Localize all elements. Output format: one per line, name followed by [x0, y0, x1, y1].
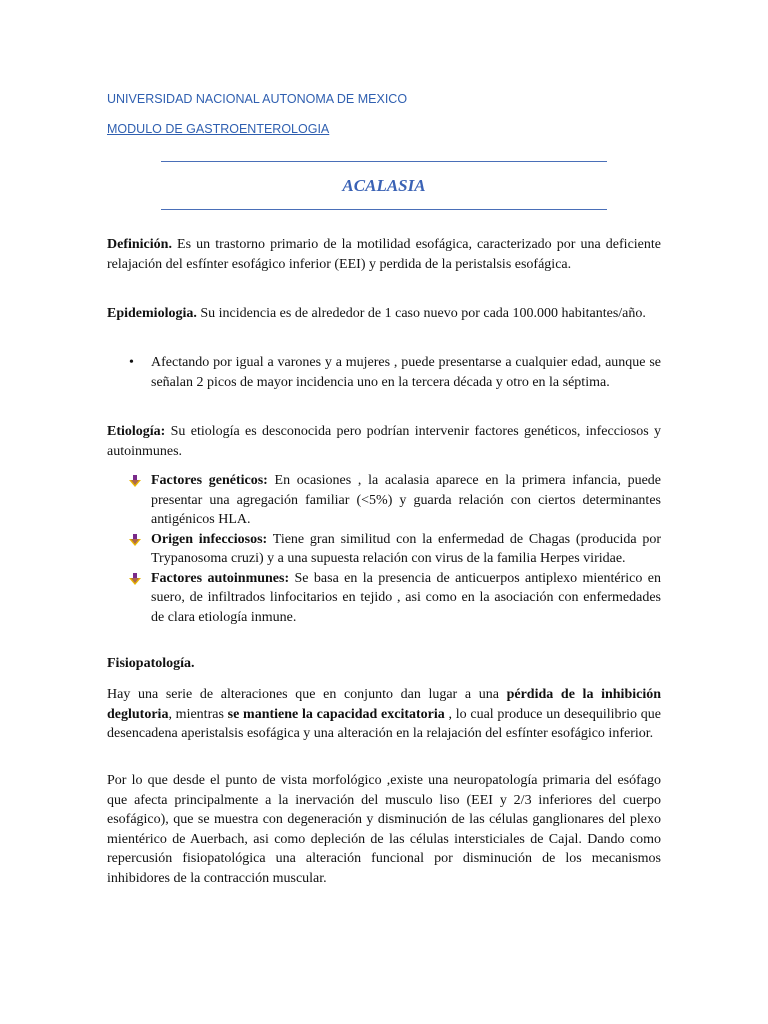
fisiopatologia-text-e: , lo cual produce un desequilibrio que desencadena aperistalsis esofágica y una alteración en la relajación del esfínter esofágico inferior.	[107, 706, 662, 741]
module-heading: MODULO DE GASTROENTEROLOGIA	[107, 122, 330, 136]
fisiopatologia-paragraph-2: Por lo que desde el punto de vista morfológico ,existe una neuropatología primaria del esófago que afecta principalmente a la inervación del musculo liso (EEI y 2/3 inferiores del cuerpo esofágico), que se muestra con degeneración y disminución de las células ganglionares del plexo mientérico de Auerbach, asi como depleción de las células intersticiales de Cajal. Dando como repercusión fisiopatológica una alteración funcional por disminución de los mecanismos inhibidores de la contracción muscular.	[107, 773, 661, 886]
origen-infecciosos-label: Origen infecciosos:	[151, 531, 268, 547]
definicion-label: Definición.	[107, 237, 172, 252]
etiologia-list	[129, 471, 661, 627]
list-item	[129, 471, 661, 530]
fisiopatologia-label: Fisiopatología.	[107, 656, 195, 671]
down-arrow-bullet-icon	[129, 534, 141, 546]
factores-autoinmunes-label: Factores autoinmunes:	[151, 570, 290, 586]
etiologia-paragraph	[107, 422, 661, 461]
epidemiologia-paragraph	[107, 304, 661, 324]
etiologia-text: Su etiología es desconocida pero podrían intervenir factores genéticos, infecciosos y autoinmunes.	[107, 424, 661, 459]
definicion-paragraph	[107, 235, 661, 274]
bullet-dot-icon: •	[129, 355, 134, 370]
fisiopatologia-text-a: Hay una serie de alteraciones que en conjunto dan lugar a una	[107, 687, 507, 702]
list-item	[129, 569, 661, 628]
list-item	[129, 530, 661, 569]
down-arrow-bullet-icon	[129, 475, 141, 487]
factores-autoinmunes-text: Se basa en la presencia de anticuerpos antiplexo mientérico en suero, de infiltrados linfocitarios en tejido , asi como en la asociación con enfermedades de clara etiología inmune.	[151, 570, 661, 625]
fisiopatologia-bold-b: pérdida de la inhibición deglutoria	[107, 687, 662, 722]
definicion-text: Es un trastorno primario de la motilidad esofágica, caracterizado por una deficiente relajación del esfínter esofágico inferior (EEI) y perdida de la peristalsis esofágica.	[107, 237, 661, 272]
title-rule-bottom	[161, 209, 607, 210]
fisiopatologia-bold-d: se mantiene la capacidad excitatoria	[227, 706, 445, 722]
university-heading: UNIVERSIDAD NACIONAL AUTONOMA DE MEXICO	[107, 92, 408, 106]
title-rule-top	[161, 161, 607, 162]
factores-geneticos-label: Factores genéticos:	[151, 473, 268, 488]
fisiopatologia-text-c: , mientras	[168, 706, 228, 722]
epidemiologia-bullet-text: Afectando por igual a varones y a mujeres , puede presentarse a cualquier edad, aunque se señalan 2 picos de mayor incidencia uno en la tercera década y otro en la séptima.	[151, 355, 661, 390]
epidemiologia-list	[129, 353, 661, 392]
document-title: ACALASIA	[342, 176, 426, 195]
epidemiologia-label: Epidemiologia.	[107, 306, 197, 321]
fisiopatologia-paragraph-1	[107, 685, 661, 744]
down-arrow-bullet-icon	[129, 573, 141, 585]
list-item	[129, 353, 661, 392]
epidemiologia-text: Su incidencia es de alrededor de 1 caso nuevo por cada 100.000 habitantes/año.	[196, 306, 646, 321]
fisiopatologia-heading	[107, 654, 661, 674]
etiologia-label: Etiología:	[107, 424, 166, 439]
factores-geneticos-text: En ocasiones , la acalasia aparece en la primera infancia, puede presentar una agregación familiar (<5%) y guarda relación con ciertos determinantes antigénicos HLA.	[151, 473, 661, 527]
origen-infecciosos-text: Tiene gran similitud con la enfermedad de Chagas (producida por Trypanosoma cruzi) y a una supuesta relación con virus de la familia Herpes viridae.	[151, 531, 662, 566]
